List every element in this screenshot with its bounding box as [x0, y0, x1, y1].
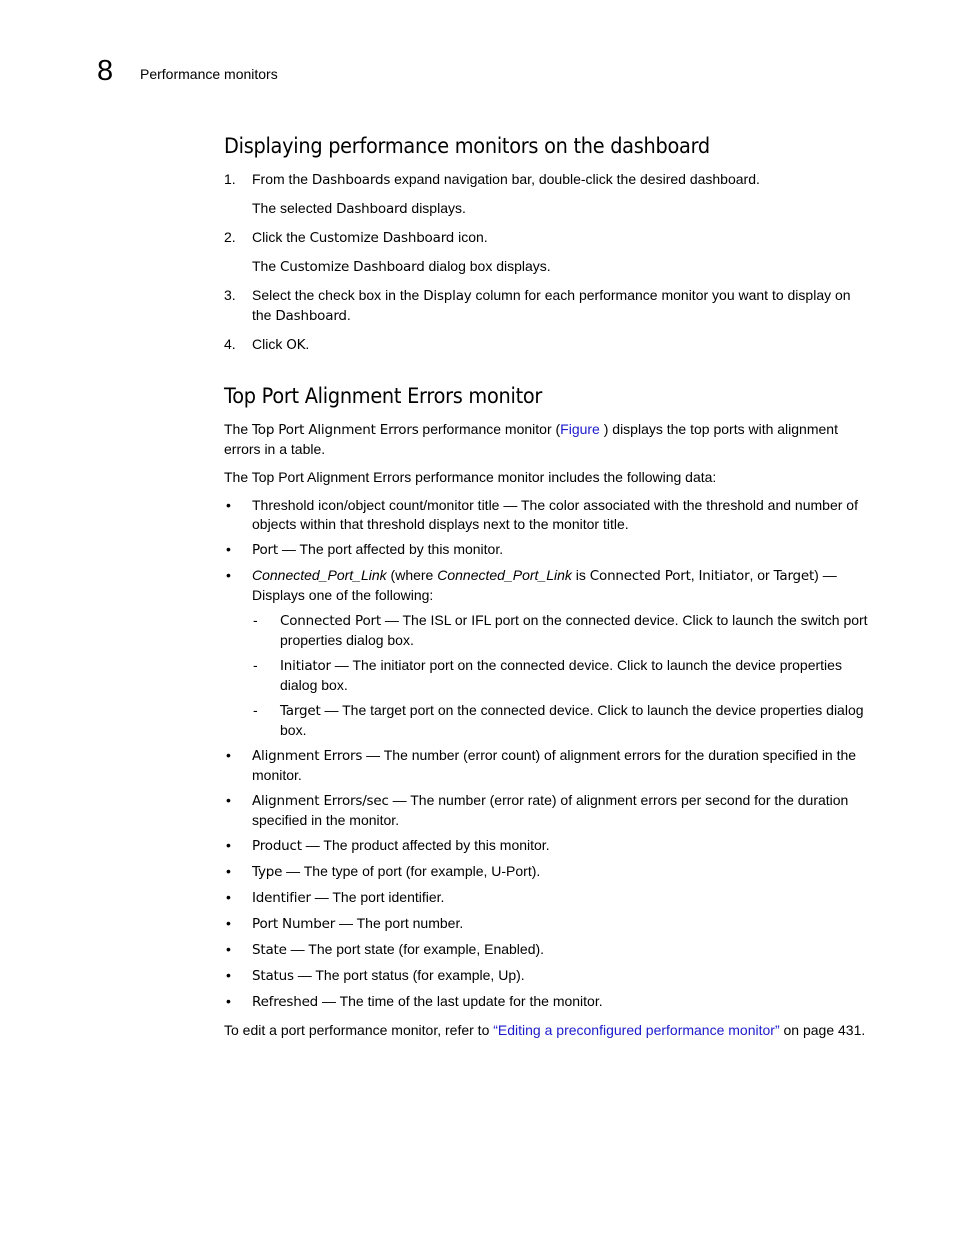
list-item: • Threshold icon/object count/monitor title — The color associated with the threshold and number of objects within that threshold displays next to the monitor title. — [226, 497, 858, 532]
ui-term: State — [252, 942, 287, 958]
chapter-title: Performance monitors — [140, 66, 278, 82]
bullet-icon: • — [226, 863, 231, 879]
list-item: • Type — The type of port (for example, U-Port). — [226, 863, 541, 880]
dash-icon: - — [253, 702, 258, 718]
list-item: • Alignment Errors — The number (error count) of alignment errors for the duration specified in the monitor. — [226, 747, 857, 783]
ui-term: OK — [286, 337, 306, 353]
ui-term: Target — [280, 703, 321, 719]
includes-paragraph: The Top Port Alignment Errors performance monitor includes the following data: — [224, 469, 717, 485]
ui-term: Dashboard — [336, 201, 408, 217]
step-number: 4. — [224, 336, 236, 352]
ui-term: Initiator — [698, 568, 750, 584]
list-item: • State — The port state (for example, Enabled). — [226, 941, 545, 958]
ui-term: Port — [252, 542, 278, 558]
page-content — [224, 131, 870, 1049]
ui-term: Top Port Alignment Errors — [252, 422, 419, 438]
cross-reference-link[interactable]: “Editing a preconfigured performance monitor” — [493, 1022, 780, 1038]
sub-list-item: - Initiator — The initiator port on the connected device. Click to launch the device properties dialog box. — [253, 657, 842, 693]
chapter-number: 8 — [97, 55, 114, 87]
bullet-icon: • — [226, 889, 231, 905]
footer-paragraph: To edit a port performance monitor, refer to “Editing a preconfigured performance monitor” on page 431. — [224, 1022, 866, 1038]
ui-term: Refreshed — [252, 994, 319, 1010]
ui-term: Initiator — [280, 658, 331, 674]
bullet-icon: • — [226, 792, 231, 808]
ui-term: Customize Dashboard — [280, 259, 425, 275]
step-2: 2. Click the Customize Dashboard icon. — [224, 229, 488, 246]
list-item: • Status — The port status (for example, Up). — [226, 967, 525, 984]
ui-term: Connected Port — [589, 568, 691, 584]
ui-term: Connected Port — [280, 613, 381, 629]
section-heading-alignment-errors: Top Port Alignment Errors monitor — [224, 384, 543, 408]
step-number: 2. — [224, 229, 236, 245]
ui-term: Identifier — [252, 890, 311, 906]
ui-term: Target — [773, 568, 815, 584]
list-item: • Product — The product affected by this monitor. — [226, 837, 550, 854]
list-item: • Port Number — The port number. — [226, 915, 464, 932]
bullet-icon: • — [226, 567, 231, 583]
figure-link[interactable]: Figure — [560, 421, 604, 437]
bullet-icon: • — [226, 497, 231, 513]
step-4: 4. Click OK. — [224, 336, 310, 353]
bullet-icon: • — [226, 967, 231, 983]
list-item: • Alignment Errors/sec — The number (error rate) of alignment errors per second for the duration specified in the monitor. — [226, 792, 849, 828]
ui-term: Alignment Errors — [252, 748, 363, 764]
ui-term: Dashboards — [311, 172, 391, 188]
section-heading-dashboard: Displaying performance monitors on the dashboard — [224, 134, 710, 158]
sub-list-item: - Connected Port — The ISL or IFL port on the connected device. Click to launch the switch port properties dialog box. — [253, 612, 868, 648]
bullet-icon: • — [226, 747, 231, 763]
step-3: 3. Select the check box in the Display column for each performance monitor you want to display on the Dashboard. — [224, 287, 851, 324]
list-item: • Connected_Port_Link (where Connected_Port_Link is Connected Port, Initiator, or Target) — Displays one of the following: — [226, 567, 837, 603]
step-1: 1. From the Dashboards expand navigation bar, double-click the desired dashboard. — [224, 171, 760, 188]
list-item: • Port — The port affected by this monitor. — [226, 541, 504, 558]
list-item: • Refreshed — The time of the last update for the monitor. — [226, 993, 603, 1010]
ui-term: Display — [423, 288, 472, 304]
step-2-result: The Customize Dashboard dialog box displays. — [252, 258, 551, 275]
ui-term: Product — [252, 838, 302, 854]
bullet-icon: • — [226, 941, 231, 957]
dash-icon: - — [253, 657, 258, 673]
sub-list-item: - Target — The target port on the connected device. Click to launch the device properties dialog box. — [253, 702, 864, 738]
ui-term: Dashboard — [275, 308, 347, 324]
ui-term: Alignment Errors/sec — [252, 793, 389, 809]
dash-icon: - — [253, 612, 258, 628]
bullet-icon: • — [226, 993, 231, 1009]
bullet-icon: • — [226, 915, 231, 931]
bullet-icon: • — [226, 541, 231, 557]
intro-paragraph: The Top Port Alignment Errors performance monitor (Figure ) displays the top ports with alignment errors in a table. — [224, 421, 838, 457]
ui-term: Port Number — [252, 916, 336, 932]
ui-term: Status — [252, 968, 294, 984]
step-number: 3. — [224, 287, 236, 303]
ui-term: Type — [252, 864, 283, 880]
bullet-icon: • — [226, 837, 231, 853]
step-number: 1. — [224, 171, 236, 187]
step-1-result: The selected Dashboard displays. — [252, 200, 466, 217]
list-item: • Identifier — The port identifier. — [226, 889, 445, 906]
ui-term: Customize Dashboard — [309, 230, 455, 246]
